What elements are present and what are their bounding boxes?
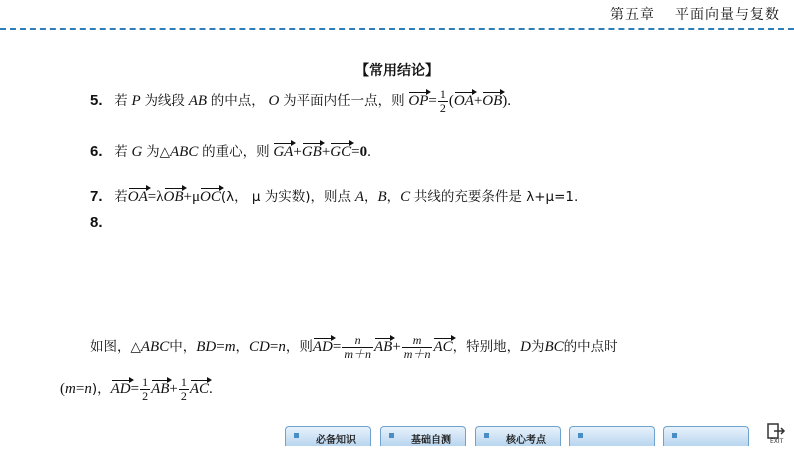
denominator: 2 [439,101,446,115]
nav-button-core-topics[interactable] [475,426,561,446]
numerator: 1 [180,375,187,389]
plus: + [321,144,331,160]
vector-ob: OB [163,189,184,205]
page-header [0,0,794,34]
text: 为线段 [144,92,185,109]
text: 的中点， [210,92,265,109]
equals: = [428,92,437,109]
equals: = [75,380,85,397]
paren: )， [91,380,111,397]
var-o: O [268,92,280,109]
var-m: m [224,338,236,355]
var-n: n [84,380,92,397]
exit-button[interactable] [766,422,788,444]
item-number: 8. [90,214,103,231]
exit-icon [766,422,788,444]
var-n: n [278,338,286,355]
text: 若 [114,189,128,205]
comma: ， [363,189,378,205]
text: ，则 [285,338,313,355]
var-a: A [354,189,364,205]
conclusion-8-line2 [60,376,213,403]
bullet-icon [389,433,394,438]
fraction-m-over-mn [402,334,433,361]
text: ，特别地， [452,338,521,355]
plus: + [473,92,483,109]
var-c: C [400,189,411,205]
item-number: 7. [90,188,103,205]
var-bc: BC [544,338,564,355]
vector-ga: GA [273,144,294,160]
var-b: B [377,189,387,205]
equals-lambda: =λ [147,189,164,205]
numerator: n [354,333,361,347]
equals: = [130,380,140,397]
vector-op: OP [408,92,429,109]
numerator: 1 [439,87,446,101]
zero-vector: 0 [359,144,368,160]
text: 中， [169,338,197,355]
vector-ad: AD [312,338,333,355]
fraction-half [438,88,448,115]
bottom-nav [0,426,794,447]
var-abc: ABC [140,338,170,355]
vector-gc: GC [330,144,352,160]
denominator: 2 [180,389,187,403]
chapter-title: 平面向量与复数 [675,7,780,23]
vector-ac: AC [189,380,210,397]
text: 为平面内任一点，则 [283,92,405,109]
equals: = [216,338,225,355]
denominator: m＋n [403,347,431,361]
text: (λ， μ 为实数)，则点 [220,189,352,205]
chapter-label: 第五章 [610,7,655,23]
paren: ). [502,92,512,109]
text: 如图，△ [90,338,141,355]
comma: ， [386,189,401,205]
period: . [367,144,371,160]
var-p: P [131,92,141,109]
conclusion-6 [90,140,371,161]
equals: = [332,338,342,355]
nav-label: 基础自测 [411,435,451,446]
text: 的重心，则 [202,144,270,160]
conclusion-5 [90,88,511,115]
paren: ( [448,92,454,109]
nav-button-5[interactable] [663,426,749,446]
nav-button-basic-self-test[interactable] [380,426,466,446]
plus-mu: +μ [183,189,201,205]
nav-button-4[interactable] [569,426,655,446]
nav-button-essential-knowledge[interactable] [285,426,371,446]
text: 为 [530,338,545,355]
plus: + [392,338,401,355]
fraction-n-over-mn [342,334,373,361]
equals: = [269,338,279,355]
fraction-half [179,376,189,403]
var-cd: CD [249,338,270,355]
header-divider [0,28,794,30]
conclusion-8-line1 [90,334,618,361]
vector-gb: GB [301,144,322,160]
var-d: D [520,338,531,355]
conclusion-8-number [90,214,111,232]
period: . [209,380,213,397]
section-heading: 【常用结论】 [355,63,439,79]
denominator: 2 [142,389,149,403]
paren: ( [60,380,65,397]
vector-ad: AD [110,380,131,397]
item-number: 5. [90,91,103,109]
header-title [610,4,780,24]
numerator: 1 [142,375,149,389]
vector-ab: AB [151,380,170,397]
text: 为△ [146,144,170,160]
var-g: G [131,144,143,160]
text: 若 [114,92,128,109]
bullet-icon [578,433,583,438]
vector-oa: OA [127,189,148,205]
var-m: m [65,380,76,397]
plus: + [293,144,302,160]
vector-oa: OA [453,92,474,109]
vector-ab: AB [374,338,393,355]
item-number: 6. [90,143,103,160]
plus: + [169,380,178,397]
nav-label: 核心考点 [506,435,546,446]
nav-label: 必备知识 [316,435,356,446]
vector-ac: AC [433,338,453,355]
denominator: m＋n [344,347,371,361]
vector-ob: OB [482,92,503,109]
bullet-icon [484,433,489,438]
text: 若 [114,144,128,160]
var-abc: ABC [170,144,199,160]
var-bd: BD [196,338,217,355]
bullet-icon [294,433,299,438]
conclusion-7 [90,185,578,206]
numerator: m [412,333,422,347]
var-ab: AB [188,92,208,109]
comma: ， [235,338,250,355]
bullet-icon [672,433,677,438]
vector-oc: OC [200,189,221,205]
exit-label: EXIT [770,438,784,444]
text: 的中点时 [563,338,618,355]
fraction-half [140,376,150,403]
equals: = [351,144,360,160]
text: 共线的充要条件是 λ+μ=1. [413,189,579,205]
